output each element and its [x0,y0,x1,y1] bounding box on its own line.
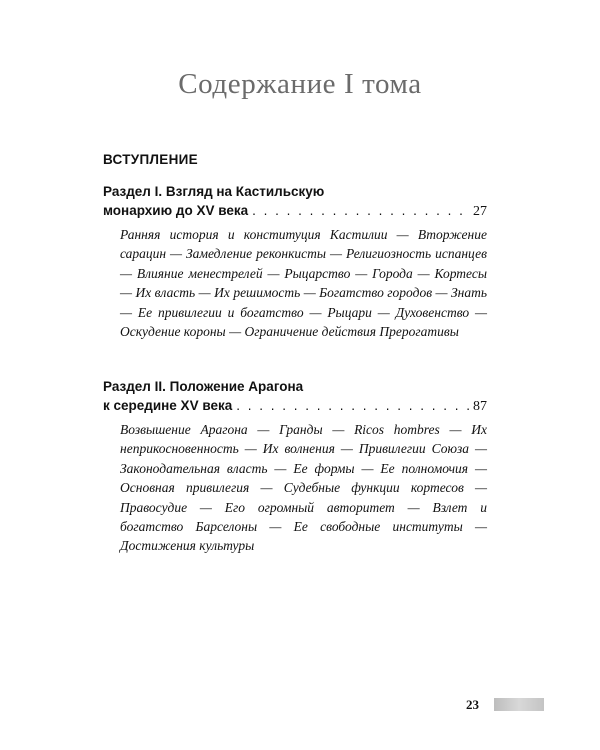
folio-page-number: 23 [466,697,479,712]
section-heading [103,182,487,221]
page-number: 87 [473,399,487,414]
section-topics: Возвышение Арагона — Гранды — Ricos hombres — Их неприкосновенность — Их волнения — Привилегии Союза — Законодательная власть — Ее формы — Ее полномочия — Основная привилегия — Судебные функции кортесов — Правосудие — Его огромный авторитет — Взлет и богатство Барселоны — Ее свободные институты — Достижения культуры [120,422,487,554]
folio-bar [494,698,544,711]
page-title: Содержание I тома [178,68,422,100]
leader-dots [236,396,469,415]
page-number: 27 [473,204,487,219]
section-topics: Ранняя история и конституция Кастилии — Вторжение сарацин — Замедление реконкисты — Религиозность испанцев — Влияние менестрелей — Рыцарство — Города — Кортесы — Их власть — Их решимость — Богатство городов — Знать — Ее привилегии и богатство — Рыцари — Духовенство — Оскудение короны — Ограничение действия Прерогативы [120,227,487,340]
section-heading-line2: к середине XV века [103,398,233,413]
leader-dots [252,201,469,220]
intro-heading: ВСТУПЛЕНИЕ [103,152,198,167]
toc-section-2 [103,377,487,556]
toc-section-1 [103,182,487,341]
section-heading-line1: Раздел II. Положение Арагона [103,379,304,394]
section-heading-line1: Раздел I. Взгляд на Кастильскую [103,184,325,199]
section-heading-line2: монархию до XV века [103,203,249,218]
section-heading [103,377,487,416]
